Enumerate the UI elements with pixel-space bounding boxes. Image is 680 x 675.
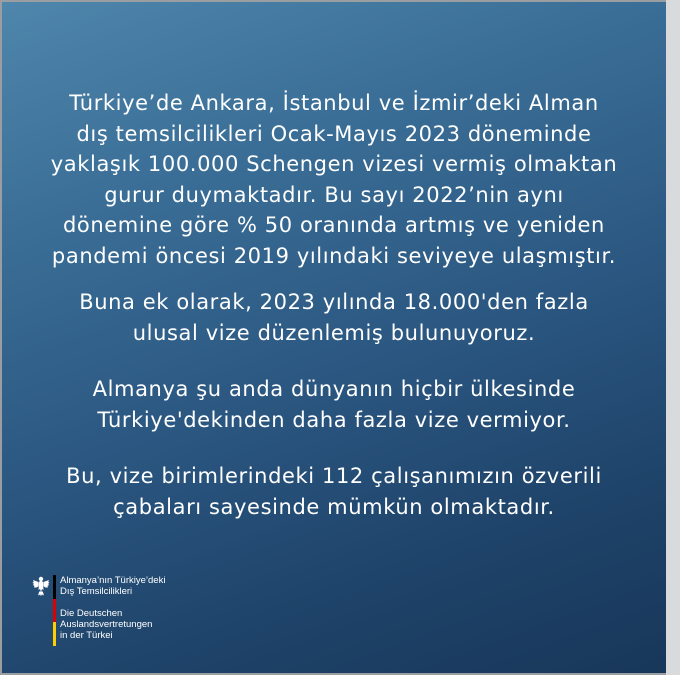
- text-line: pandemi öncesi 2019 yılındaki seviyeye ulaşmıştır.: [51, 243, 617, 268]
- text-line: yaklaşık 100.000 Schengen vizesi vermiş olmaktan: [50, 152, 618, 176]
- logo-text-de-line2: Auslandsvertretungen: [60, 619, 153, 630]
- right-edge-strip: [666, 0, 680, 675]
- paragraph-national-visas: [22, 287, 646, 348]
- logo-text-de-line3: in der Türkei: [60, 630, 113, 641]
- paragraph-schengen-visas: [22, 88, 646, 271]
- text-line: dış temsilcilikleri Ocak-Mayıs 2023 döneminde: [76, 121, 592, 146]
- paragraph-staff-thanks: [22, 461, 646, 522]
- flag-red: [53, 599, 56, 623]
- text-line: ulusal vize düzenlemiş bulunuyoruz.: [132, 320, 536, 345]
- text-line: Bu, vize birimlerindeki 112 çalışanımızın özverili: [66, 464, 602, 488]
- german-flag-stripe: [53, 575, 56, 646]
- text-line: Almanya şu anda dünyanın hiçbir ülkesinde: [92, 377, 576, 401]
- text-line: çabaları sayesinde mümkün olmaktadır.: [113, 494, 555, 519]
- text-line: gurur duymaktadır. Bu sayı 2022’nin aynı: [104, 182, 564, 207]
- federal-eagle-icon: [32, 575, 50, 597]
- text-line: dönemine göre % 50 oranında artmış ve yeniden: [63, 213, 605, 237]
- flag-gold: [53, 622, 56, 646]
- german-missions-logo: [32, 575, 252, 655]
- logo-text-tr-line1: Almanya’nın Türkiye’deki: [60, 575, 166, 586]
- text-line: Buna ek olarak, 2023 yılında 18.000'den fazla: [79, 290, 589, 314]
- text-line: Türkiye'dekinden daha fazla vize vermiyor.: [97, 407, 571, 432]
- logo-text-tr-line2: Dış Temsilcilikleri: [60, 586, 133, 597]
- text-line: Türkiye’de Ankara, İstanbul ve İzmir’deki Alman: [69, 91, 599, 115]
- flag-black: [53, 575, 56, 599]
- announcement-card: [2, 2, 666, 673]
- paragraph-germany-comparison: [22, 374, 646, 435]
- logo-text-de-line1: Die Deutschen: [60, 608, 123, 619]
